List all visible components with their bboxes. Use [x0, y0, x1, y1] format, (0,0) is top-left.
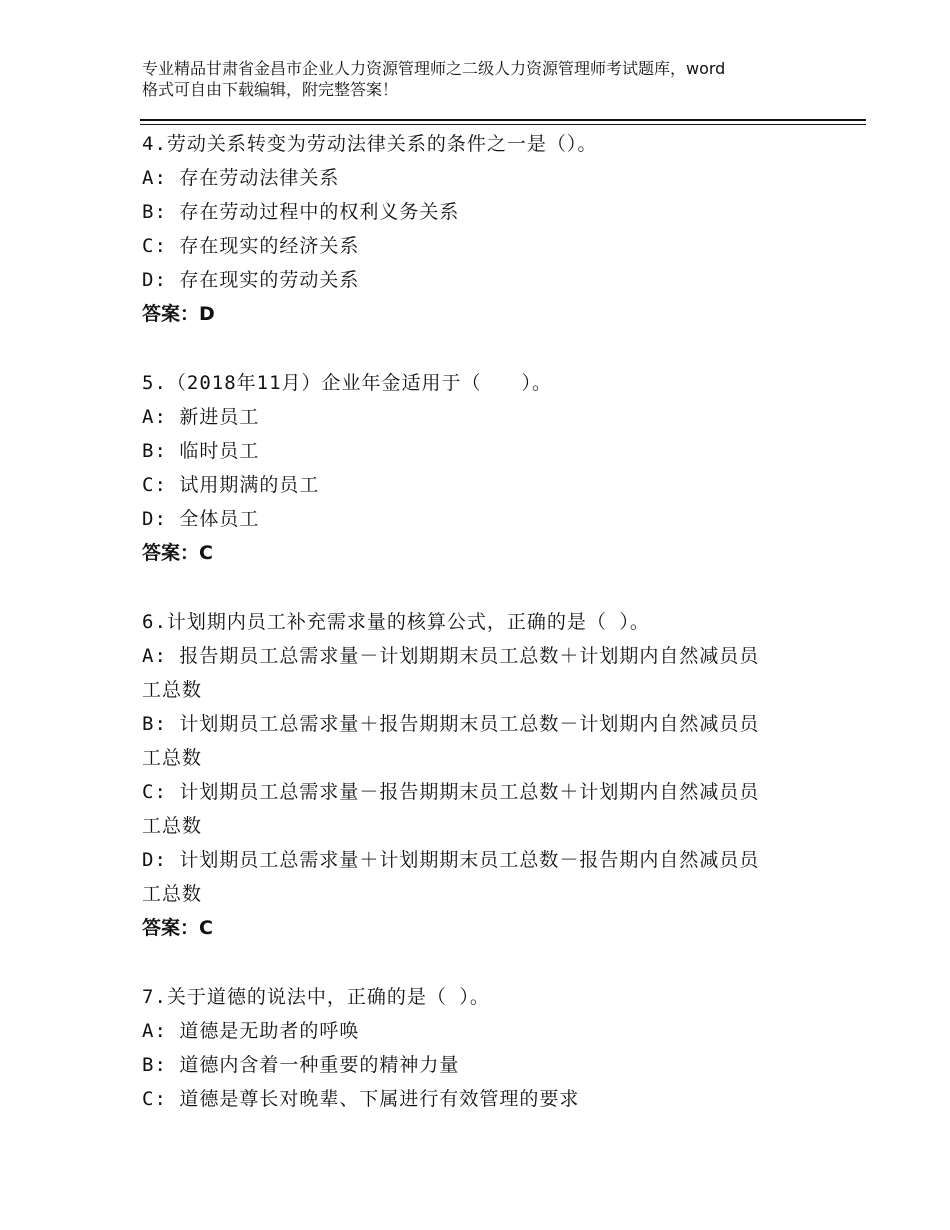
question-6-option-d: D: 计划期员工总需求量＋计划期期末员工总数－报告期内自然减员员 [142, 849, 760, 871]
header-divider-thin [140, 124, 866, 125]
question-7-option-b: B: 道德内含着一种重要的精神力量 [142, 1054, 460, 1076]
question-6-option-a: A: 报告期员工总需求量－计划期期末员工总数＋计划期内自然减员员 [142, 645, 760, 667]
header-line-2: 格式可自由下载编辑，附完整答案！ [142, 80, 399, 99]
question-4-option-c: C: 存在现实的经济关系 [142, 235, 360, 257]
question-5-option-d: D: 全体员工 [142, 508, 260, 530]
question-6-option-a-cont: 工总数 [142, 679, 203, 701]
header-divider-thick [140, 119, 866, 121]
question-7-stem: 7.关于道德的说法中，正确的是（ ）。 [142, 986, 490, 1008]
question-5-answer: 答案：C [142, 542, 213, 564]
question-5-option-a: A: 新进员工 [142, 406, 260, 428]
header-line-1: 专业精品甘肃省金昌市企业人力资源管理师之二级人力资源管理师考试题库，word [142, 59, 726, 78]
question-6-option-b: B: 计划期员工总需求量＋报告期期末员工总数－计划期内自然减员员 [142, 713, 760, 735]
question-7-option-a: A: 道德是无助者的呼唤 [142, 1020, 360, 1042]
question-5-stem: 5.（2018年11月）企业年金适用于（ ）。 [142, 372, 553, 394]
question-6-option-d-cont: 工总数 [142, 883, 203, 905]
question-4-option-b: B: 存在劳动过程中的权利义务关系 [142, 201, 460, 223]
question-6-stem: 6.计划期内员工补充需求量的核算公式，正确的是（ ）。 [142, 611, 650, 633]
question-4-answer: 答案：D [142, 303, 215, 325]
question-6-answer: 答案：C [142, 917, 213, 939]
question-5-option-b: B: 临时员工 [142, 440, 260, 462]
question-4-stem: 4.劳动关系转变为劳动法律关系的条件之一是（）。 [142, 133, 598, 155]
question-4-option-d: D: 存在现实的劳动关系 [142, 269, 360, 291]
question-6-option-c: C: 计划期员工总需求量－报告期期末员工总数＋计划期内自然减员员 [142, 781, 760, 803]
question-6-option-b-cont: 工总数 [142, 747, 203, 769]
question-7-option-c: C: 道德是尊长对晚辈、下属进行有效管理的要求 [142, 1088, 580, 1110]
question-6-option-c-cont: 工总数 [142, 815, 203, 837]
document-header [142, 58, 822, 100]
question-4-option-a: A: 存在劳动法律关系 [142, 167, 340, 189]
question-5-option-c: C: 试用期满的员工 [142, 474, 320, 496]
